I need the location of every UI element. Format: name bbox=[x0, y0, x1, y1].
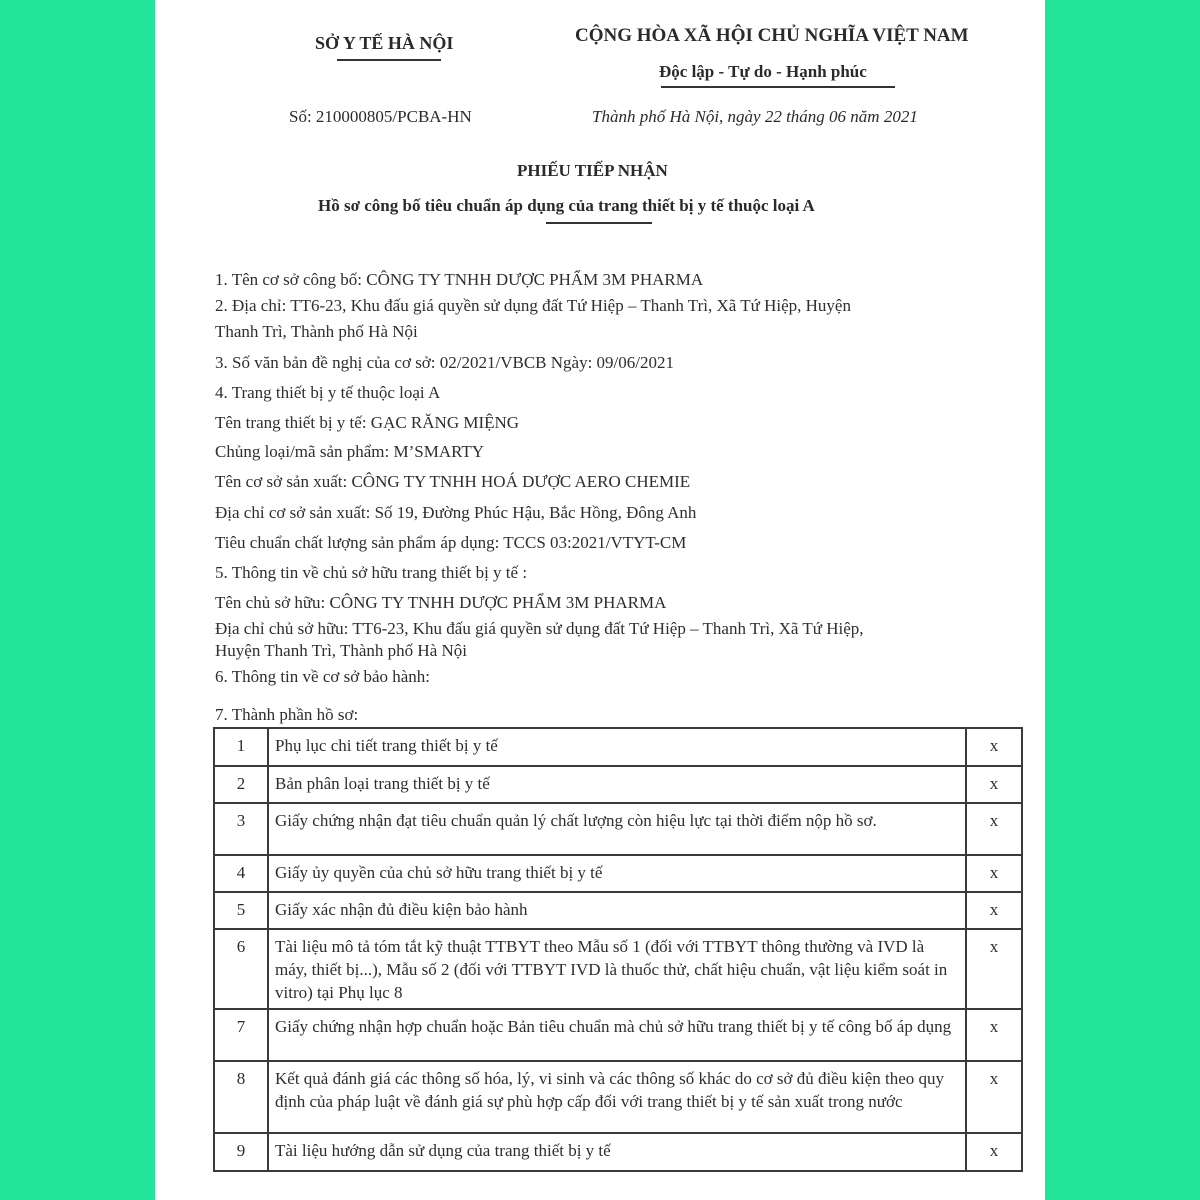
table-row bbox=[214, 728, 1022, 766]
row-description: Giấy ủy quyền của chủ sở hữu trang thiết bị y tế bbox=[268, 855, 966, 892]
row-checkmark: x bbox=[966, 803, 1022, 855]
document-subtitle: Hồ sơ công bố tiêu chuẩn áp dụng của trang thiết bị y tế thuộc loại A bbox=[318, 196, 815, 215]
table-row bbox=[214, 1133, 1022, 1171]
line-owner-section: 5. Thông tin về chủ sở hữu trang thiết bị y tế : bbox=[215, 563, 528, 582]
line-dossier-components: 7. Thành phần hồ sơ: bbox=[215, 705, 359, 724]
table-row bbox=[214, 855, 1022, 892]
row-number: 8 bbox=[214, 1061, 268, 1133]
row-number: 4 bbox=[214, 855, 268, 892]
row-number: 3 bbox=[214, 803, 268, 855]
line-device-class: 4. Trang thiết bị y tế thuộc loại A bbox=[215, 383, 441, 402]
row-checkmark: x bbox=[966, 892, 1022, 929]
row-number: 5 bbox=[214, 892, 268, 929]
row-checkmark: x bbox=[966, 728, 1022, 766]
line-owner-address: Địa chỉ chủ sở hữu: TT6-23, Khu đấu giá quyền sử dụng đất Tứ Hiệp – Thanh Trì, Xã Tứ Hiệp, bbox=[215, 619, 864, 638]
row-description: Bản phân loại trang thiết bị y tế bbox=[268, 766, 966, 803]
line-manufacturer: Tên cơ sở sản xuất: CÔNG TY TNHH HOÁ DƯỢC AERO CHEMIE bbox=[215, 472, 691, 491]
table-row bbox=[214, 1009, 1022, 1061]
line-manufacturer-address: Địa chỉ cơ sở sản xuất: Số 19, Đường Phúc Hậu, Bắc Hồng, Đông Anh bbox=[215, 503, 697, 522]
row-number: 9 bbox=[214, 1133, 268, 1171]
row-description: Phụ lục chi tiết trang thiết bị y tế bbox=[268, 728, 966, 766]
row-description: Tài liệu mô tả tóm tắt kỹ thuật TTBYT theo Mẫu số 1 (đối với TTBYT thông thường và IVD là máy, thiết bị...), Mẫu số 2 (đối với TTBYT IVD là thuốc thử, chất hiệu chuẩn, vật liệu kiểm soát in vitro) tại Phụ lục 8 bbox=[268, 929, 966, 1009]
dossier-table bbox=[213, 727, 1023, 1172]
line-product-code: Chủng loại/mã sản phẩm: M’SMARTY bbox=[215, 442, 485, 461]
row-description: Kết quả đánh giá các thông số hóa, lý, vi sinh và các thông số khác do cơ sở đủ điều kiện theo quy định của pháp luật về đánh giá sự phù hợp cấp đối với trang thiết bị y tế sản xuất trong nước bbox=[268, 1061, 966, 1133]
row-checkmark: x bbox=[966, 929, 1022, 1009]
row-checkmark: x bbox=[966, 1061, 1022, 1133]
country-name: CỘNG HÒA XÃ HỘI CHỦ NGHĨA VIỆT NAM bbox=[575, 25, 969, 46]
agency-name: SỞ Y TẾ HÀ NỘI bbox=[315, 33, 454, 53]
row-number: 2 bbox=[214, 766, 268, 803]
document-number: Số: 210000805/PCBA-HN bbox=[289, 107, 472, 126]
motto-underline bbox=[661, 86, 895, 88]
line-warranty: 6. Thông tin về cơ sở bảo hành: bbox=[215, 667, 431, 686]
row-description: Tài liệu hướng dẫn sử dụng của trang thiết bị y tế bbox=[268, 1133, 966, 1171]
row-checkmark: x bbox=[966, 766, 1022, 803]
row-checkmark: x bbox=[966, 1009, 1022, 1061]
row-number: 7 bbox=[214, 1009, 268, 1061]
place-and-date: Thành phố Hà Nội, ngày 22 tháng 06 năm 2021 bbox=[592, 107, 918, 126]
row-description: Giấy chứng nhận hợp chuẩn hoặc Bản tiêu chuẩn mà chủ sở hữu trang thiết bị y tế công bố áp dụng bbox=[268, 1009, 966, 1061]
table-row bbox=[214, 1061, 1022, 1133]
table-row bbox=[214, 929, 1022, 1009]
line-request-doc: 3. Số văn bản đề nghị của cơ sở: 02/2021/VBCB Ngày: 09/06/2021 bbox=[215, 353, 674, 372]
row-description: Giấy chứng nhận đạt tiêu chuẩn quản lý chất lượng còn hiệu lực tại thời điểm nộp hồ sơ. bbox=[268, 803, 966, 855]
row-checkmark: x bbox=[966, 855, 1022, 892]
agency-underline bbox=[337, 59, 441, 61]
table-row bbox=[214, 766, 1022, 803]
line-owner-name: Tên chủ sở hữu: CÔNG TY TNHH DƯỢC PHẨM 3M PHARMA bbox=[215, 593, 667, 612]
line-owner-address-cont: Huyện Thanh Trì, Thành phố Hà Nội bbox=[215, 641, 468, 660]
row-number: 1 bbox=[214, 728, 268, 766]
motto: Độc lập - Tự do - Hạnh phúc bbox=[659, 62, 867, 81]
row-description: Giấy xác nhận đủ điều kiện bảo hành bbox=[268, 892, 966, 929]
line-address: 2. Địa chỉ: TT6-23, Khu đấu giá quyền sử dụng đất Tứ Hiệp – Thanh Trì, Xã Tứ Hiệp, Huyện bbox=[215, 296, 851, 315]
line-facility-name: 1. Tên cơ sở công bố: CÔNG TY TNHH DƯỢC PHẨM 3M PHARMA bbox=[215, 270, 704, 289]
row-number: 6 bbox=[214, 929, 268, 1009]
table-row bbox=[214, 892, 1022, 929]
row-checkmark: x bbox=[966, 1133, 1022, 1171]
table-row bbox=[214, 803, 1022, 855]
line-address-cont: Thanh Trì, Thành phố Hà Nội bbox=[215, 322, 418, 341]
line-quality-standard: Tiêu chuẩn chất lượng sản phẩm áp dụng: TCCS 03:2021/VTYT-CM bbox=[215, 533, 687, 552]
line-device-name: Tên trang thiết bị y tế: GẠC RĂNG MIỆNG bbox=[215, 413, 520, 432]
subtitle-underline bbox=[546, 222, 652, 224]
document-title: PHIẾU TIẾP NHẬN bbox=[517, 161, 668, 180]
